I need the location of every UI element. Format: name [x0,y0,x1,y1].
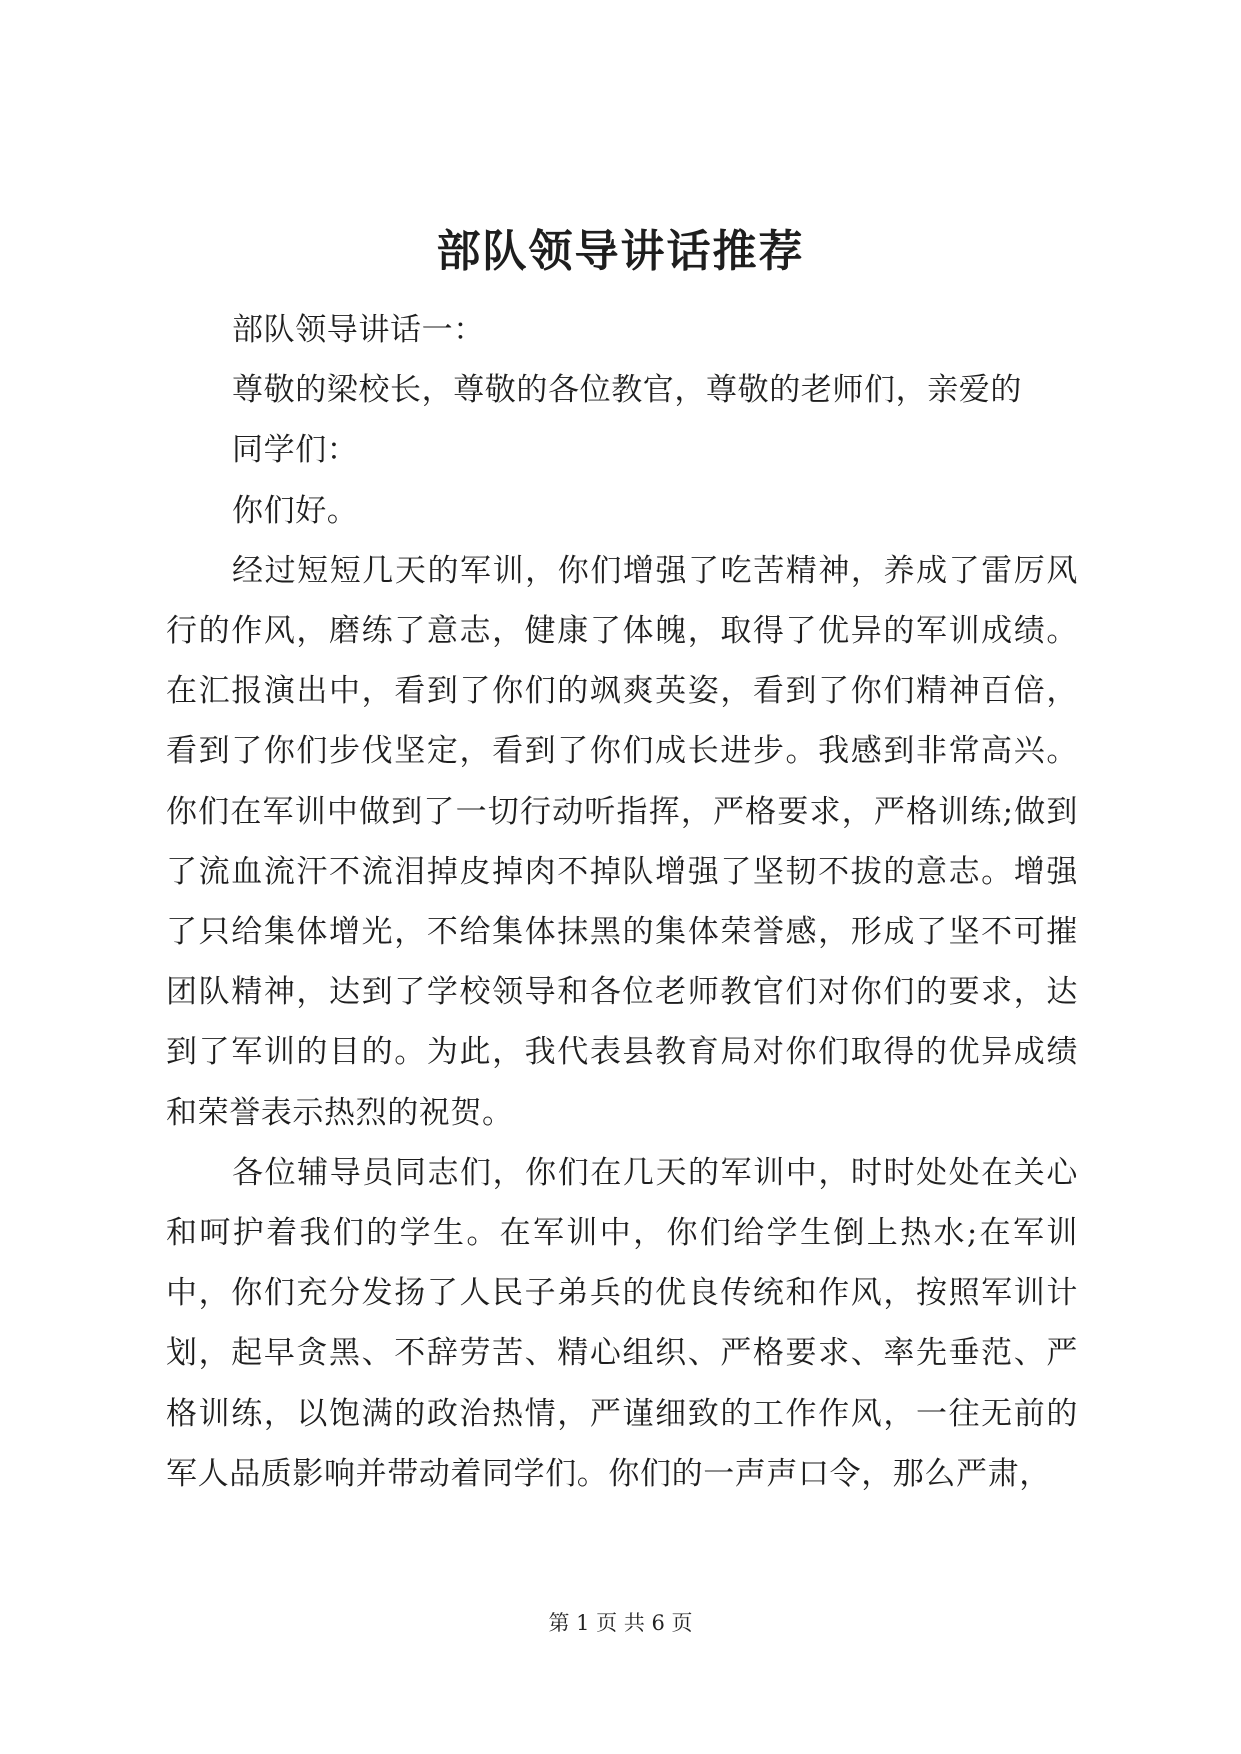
page-footer: 第 1 页 共 6 页 [548,1611,693,1635]
paragraph-body: 各位辅导员同志们，你们在几天的军训中，时时处处在关心和呵护着我们的学生。在军训中，你们给学生倒上热水;在军训中，你们充分发扬了人民子弟兵的优良传统和作风，按照军训计划，起早贪黑、不辞劳苦、精心组织、严格要求、率先垂范、严格训练，以饱满的政治热情，严谨细致的工作作风，一往无前的军人品质影响并带动着同学们。你们的一声声口令，那么严肃， [166,1154,1078,1492]
paragraph-body: 经过短短几天的军训，你们增强了吃苦精神，养成了雷厉风行的作风，磨练了意志，健康了体魄，取得了优异的军训成绩。在汇报演出中，看到了你们的飒爽英姿，看到了你们精神百倍，看到了你们步伐坚定，看到了你们成长进步。我感到非常高兴。你们在军训中做到了一切行动听指挥，严格要求，严格训练;做到了流血流汗不流泪掉皮掉肉不掉队增强了坚韧不拔的意志。增强了只给集体增光，不给集体抹黑的集体荣誉感，形成了坚不可摧团队精神，达到了学校领导和各位老师教官们对你们的要求，达到了军训的目的。为此，我代表县教育局对你们取得的优异成绩和荣誉表示热烈的祝贺。 [166,552,1078,1131]
paragraph-salutation-continued: 同学们： [232,432,359,469]
document-body [166,300,1078,1504]
paragraph-salutation: 尊敬的梁校长，尊敬的各位教官，尊敬的老师们，亲爱的 [232,372,1022,409]
document-title: 部队领导讲话推荐 [436,226,805,277]
paragraph-greeting: 你们好。 [232,492,359,529]
paragraph-heading: 部队领导讲话一： [232,312,485,348]
